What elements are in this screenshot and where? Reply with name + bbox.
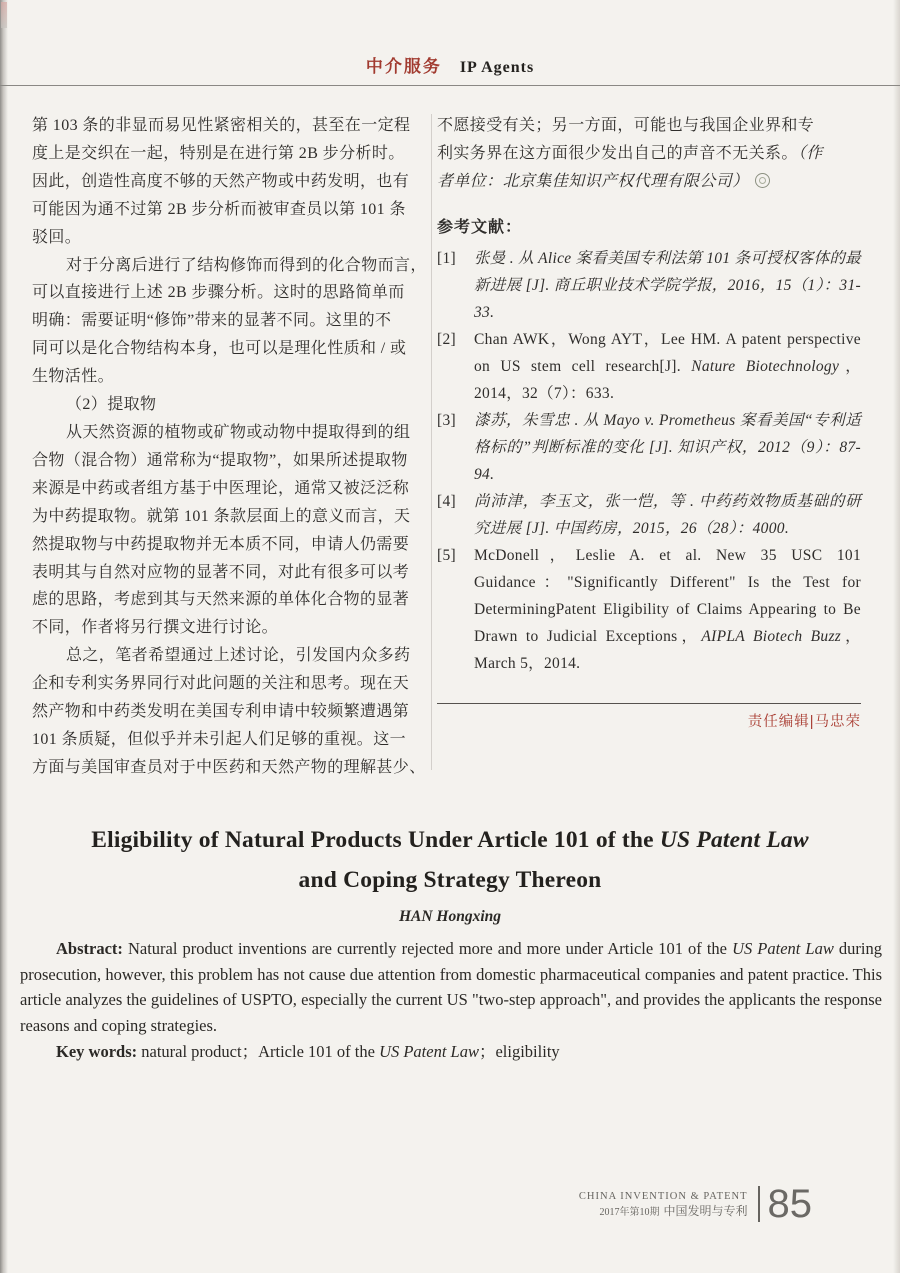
english-title-block xyxy=(0,820,900,926)
reference-text: 尚沛津，李玉文，张一恺，等 . 中药药效物质基础的研究进展 [J]. 中国药房，2015，26（28）：4000. xyxy=(474,492,861,537)
title-law-name: US Patent Law xyxy=(659,827,809,853)
responsible-editor: 责任编辑|马忠荣 xyxy=(747,713,861,730)
body-text-line: 虑的思路，考虑到其与天然来源的单体化合物的显著 xyxy=(32,591,410,609)
body-text-line: 为中药提取物。就第 101 条款层面上的意义而言，天 xyxy=(32,507,411,525)
reference-case-name: Alice xyxy=(538,249,572,267)
abstract-label: Abstract: xyxy=(56,939,123,958)
reference-journal-name: Nature Biotechnology xyxy=(691,357,840,375)
end-of-article-icon xyxy=(755,173,770,188)
abstract-paragraph xyxy=(20,936,882,1038)
body-text-line xyxy=(437,140,861,168)
reference-text: Chan AWK，Wong AYT，Lee HM. A patent perspective on US stem cell research[J]. xyxy=(474,330,861,375)
body-text-line: 驳回。 xyxy=(32,228,82,246)
body-text-line: 生物活性。 xyxy=(32,368,115,386)
body-text-line: 可能因为通不过第 2B 步分析而被审查员以第 101 条 xyxy=(32,200,406,218)
abstract-law-name: US Patent Law xyxy=(732,939,834,958)
reference-number: [3] xyxy=(437,411,456,429)
reference-text: ，March 5，2014. xyxy=(474,627,861,672)
body-text-line: 不愿接受有关；另一方面，可能也与我国企业界和专 xyxy=(437,117,815,134)
reference-text: 案看美国专利法第 101 条可授权客体的最新进展 [J]. 商丘职业技术学院学报，2016，15（1）：31-33. xyxy=(474,249,861,321)
body-text-line: 总之，笔者希望通过上述讨论，引发国内众多药 xyxy=(66,647,411,665)
journal-title-zh: 中国发明与专利 xyxy=(663,1203,748,1218)
reference-item xyxy=(437,542,861,677)
scan-edge-smudge xyxy=(1,2,7,28)
keywords-law-name: US Patent Law xyxy=(379,1042,479,1061)
right-column xyxy=(437,112,861,731)
body-text-line: 可以直接进行上述 2B 步骤分析。这时的思路简单而 xyxy=(32,284,405,302)
body-text-line: 方面与美国审查员对于中医药和天然产物的理解甚少、 xyxy=(32,758,426,776)
body-text-line: 因此，创造性高度不够的天然产物或中药发明，也有 xyxy=(32,172,410,190)
reference-number: [2] xyxy=(437,330,456,348)
left-column xyxy=(32,112,430,782)
page-number: 85 xyxy=(767,1182,812,1226)
keywords-text: ；eligibility xyxy=(478,1042,560,1061)
title-text: Eligibility of Natural Products Under Article 101 of the xyxy=(91,827,660,853)
reference-text: ，2014，32（7）：633. xyxy=(474,357,861,402)
body-text-line: 表明其与自然对应物的显著不同，对此有很多可以考 xyxy=(32,563,410,581)
body-text-line: 同可以是化合物结构本身，也可以是理化性质和 / 或 xyxy=(32,340,407,358)
scan-right-edge xyxy=(893,0,900,1273)
reference-text: 漆苏，朱雪忠 . 从 xyxy=(474,411,604,429)
keywords-label: Key words: xyxy=(56,1042,138,1061)
reference-journal-name: AIPLA Biotech Buzz xyxy=(701,627,842,645)
journal-name-en: CHINA INVENTION & PATENT xyxy=(578,1190,748,1202)
author-affiliation-run: （作 xyxy=(797,144,823,162)
body-text-line: 不同，作者将另行撰文进行讨论。 xyxy=(32,619,279,637)
scan-left-edge xyxy=(0,0,8,1273)
article-title-line1 xyxy=(0,820,900,860)
keywords-line xyxy=(20,1038,900,1062)
body-text-line: 合物（混合物）通常称为“提取物”，如果所述提取物 xyxy=(32,451,408,469)
editor-rule xyxy=(437,703,861,704)
abstract-text: Natural product inventions are currently rejected more and more under Article 101 of the xyxy=(122,939,733,958)
reference-text: 案看美国“专利适格标的”判断标准的变化 [J]. 知识产权，2012（9）：87-94. xyxy=(474,411,861,483)
body-text-line: 明确：需要证明“修饰”带来的显著不同。这里的不 xyxy=(32,312,392,330)
section-title-en: IP Agents xyxy=(459,59,535,76)
body-text-line: 第 103 条的非显而易见性紧密相关的，甚至在一定程 xyxy=(32,117,411,134)
article-author: HAN Hongxing xyxy=(398,908,502,925)
author-affiliation-text: 者单位：北京集佳知识产权代理有限公司） xyxy=(437,172,749,190)
page-header xyxy=(0,52,900,77)
article-title-line2: and Coping Strategy Thereon xyxy=(298,867,602,893)
body-text-run: 利实务界在这方面很少发出自己的声音不无关系。 xyxy=(437,144,798,162)
reference-item xyxy=(437,488,861,542)
body-text-line: 对于分离后进行了结构修饰而得到的化合物而言， xyxy=(66,256,427,274)
header-rule xyxy=(0,85,900,86)
reference-text: McDonell，Leslie A. et al. New 35 USC 101 Guidance："Significantly Different" Is the Test for DeterminingPatent Eligibility of Claims Appearing to Be Drawn to Judicial Exceptions， xyxy=(474,546,861,645)
body-text-line: 度上是交织在一起，特别是在进行第 2B 步分析时。 xyxy=(32,144,405,162)
body-text-line: 企和专利实务界同行对此问题的关注和思考。现在天 xyxy=(32,675,410,693)
reference-item xyxy=(437,326,861,407)
column-divider xyxy=(431,114,432,770)
author-affiliation-line xyxy=(437,168,861,196)
footer-divider xyxy=(758,1186,760,1222)
body-text-line: （2）提取物 xyxy=(66,396,157,414)
body-text-line: 来源是中药或者组方基于中医理论，通常又被泛泛称 xyxy=(32,479,410,497)
reference-number: [1] xyxy=(437,249,456,267)
reference-case-name: Mayo v. Prometheus xyxy=(603,411,736,429)
section-title-zh: 中介服务 xyxy=(365,57,442,76)
reference-item xyxy=(437,407,861,488)
journal-name-zh xyxy=(579,1204,748,1220)
keywords-text: natural product；Article 101 of the xyxy=(137,1042,380,1061)
page-footer xyxy=(579,1184,812,1224)
body-text-line: 从天然资源的植物或矿物或动物中提取得到的组 xyxy=(66,423,411,441)
reference-item xyxy=(437,245,861,326)
issue-number: 2017年第10期 xyxy=(599,1206,660,1218)
reference-number: [5] xyxy=(437,546,456,564)
journal-imprint xyxy=(579,1189,748,1220)
references-heading: 参考文献： xyxy=(437,218,523,236)
body-text-line: 然产物和中药类发明在美国专利申请中较频繁遭遇第 xyxy=(32,703,410,721)
body-text-line: 101 条质疑，但似乎并未引起人们足够的重视。这一 xyxy=(32,730,407,748)
abstract-text: during prosecution, however, this problem has not cause due attention from domestic pharmaceutical companies and patent practice. This article analyzes the guidelines of USPTO, especially the current US "two-step approach", and provides the applicants the response reasons and coping strategies. xyxy=(20,939,882,1035)
body-text-line: 然提取物与中药提取物并无本质不同，申请人仍需要 xyxy=(32,535,410,553)
reference-number: [4] xyxy=(437,492,456,510)
reference-text: 张曼 . 从 xyxy=(474,249,539,267)
